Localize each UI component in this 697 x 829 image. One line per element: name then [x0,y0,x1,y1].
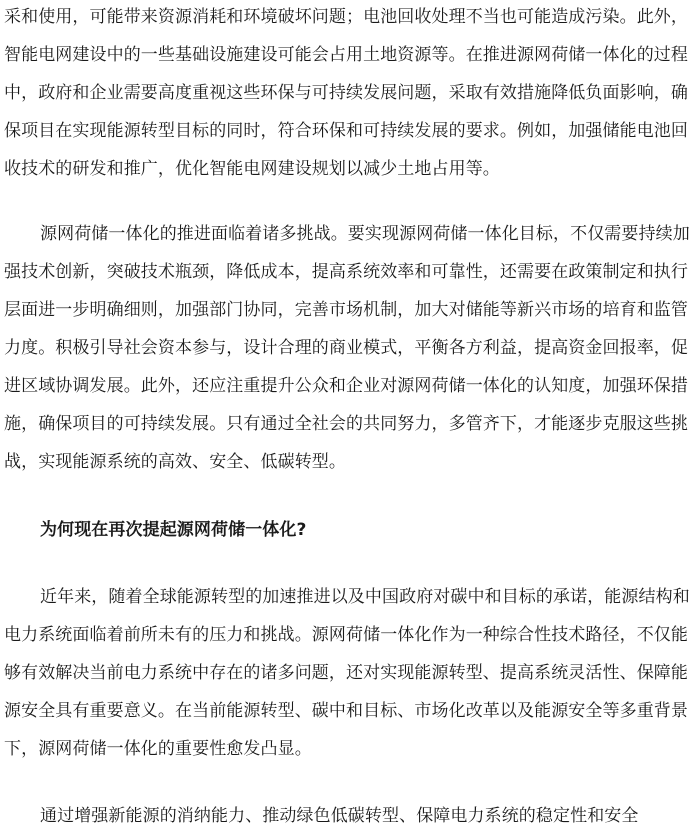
paragraph-challenges: 源网荷储一体化的推进面临着诸多挑战。要实现源网荷储一体化目标，不仅需要持续加强技术创新，突破技术瓶颈，降低成本，提高系统效率和可靠性，还需要在政策制定和执行层面进一步明确细则，加强部门协同，完善市场机制，加大对储能等新兴市场的培育和监管力度。积极引导社会资本参与，设计合理的商业模式，平衡各方利益，提高资金回报率，促进区域协调发展。此外，还应注重提升公众和企业对源网荷储一体化的认知度，加强环保措施，确保项目的可持续发展。只有通过全社会的共同努力，多管齐下，才能逐步克服这些挑战，实现能源系统的高效、安全、低碳转型。 [4,224,690,472]
paragraph-environmental-issues: 采和使用，可能带来资源消耗和环境破坏问题；电池回收处理不当也可能造成污染。此外，智能电网建设中的一些基础设施建设可能会占用土地资源等。在推进源网荷储一体化的过程中，政府和企业需要高度重视这些环保与可持续发展问题，采取有效措施降低负面影响，确保项目在实现能源转型目标的同时，符合环保和可持续发展的要求。例如，加强储能电池回收技术的研发和推广，优化智能电网建设规划以减少土地占用等。 [4,7,688,179]
paragraph-cutoff: 通过增强新能源的消纳能力、推动绿色低碳转型、保障电力系统的稳定性和安全 [40,806,639,826]
section-heading: 为何现在再次提起源网荷储一体化? [40,520,307,540]
paragraph-background: 近年来，随着全球能源转型的加速推进以及中国政府对碳中和目标的承诺，能源结构和电力系统面临着前所未有的压力和挑战。源网荷储一体化作为一种综合性技术路径，不仅能够有效解决当前电力系统中存在的诸多问题，还对实现能源转型、提高系统灵活性、保障能源安全具有重要意义。在当前能源转型、碳中和目标、市场化改革以及能源安全等多重背景下，源网荷储一体化的重要性愈发凸显。 [4,587,690,759]
